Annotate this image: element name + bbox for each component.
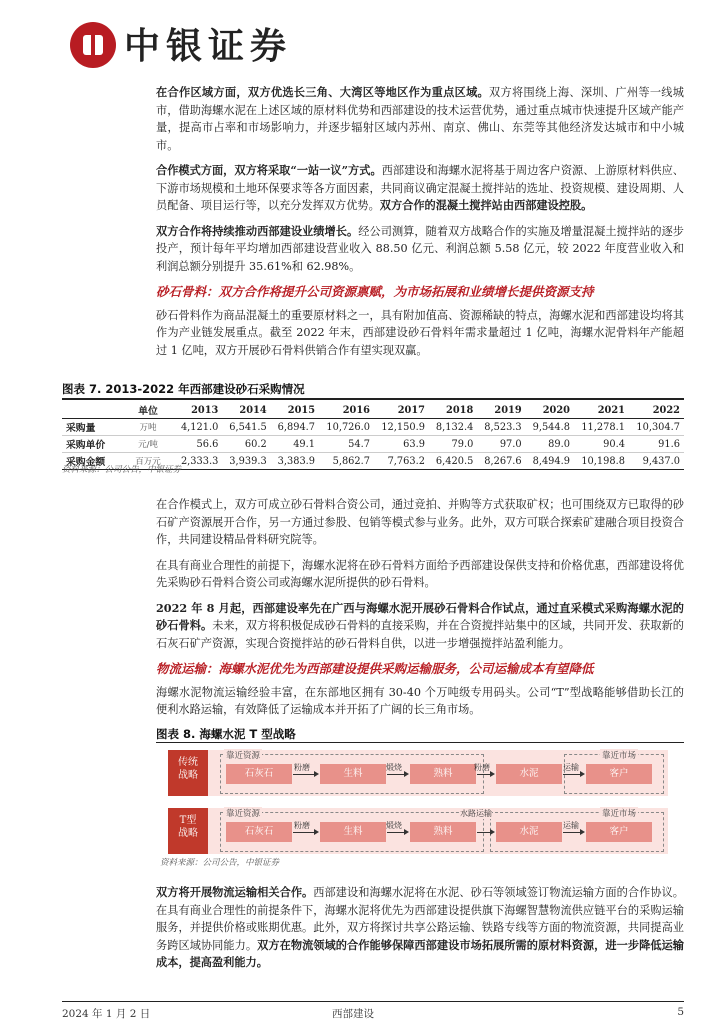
flow-arrow bbox=[477, 774, 491, 775]
row-label: 采购单价 bbox=[62, 436, 122, 453]
paragraph-jv bbox=[156, 496, 684, 549]
growth-text: 经公司测算，随着双方战略合作的实施及增量混凝土搅拌站的逐步投产，预计每年平均增加西部建设营业收入 88.50 亿元、利润总额 5.58 亿元，较 2022 年度营业收入和利润总额分别提升 35.61%和 62.98%。 bbox=[156, 224, 684, 273]
flow-arrow bbox=[387, 832, 405, 833]
traditional-label: 传统 战略 bbox=[168, 750, 208, 796]
table-cell: 12,150.9 bbox=[374, 419, 429, 436]
node-limestone: 石灰石 bbox=[226, 822, 292, 842]
table-header-row bbox=[62, 402, 684, 419]
flow-arrow bbox=[477, 832, 491, 833]
table-cell: 60.2 bbox=[222, 436, 270, 453]
flow-arrow bbox=[293, 774, 315, 775]
table-cell: 6,541.5 bbox=[222, 419, 270, 436]
table-cell: 8,267.6 bbox=[477, 453, 525, 470]
footer-company: 西部建设 bbox=[332, 1008, 374, 1020]
arrow-label: 煅烧 bbox=[386, 763, 402, 772]
flow-arrow bbox=[563, 832, 581, 833]
t-strategy-label: T型 战略 bbox=[168, 808, 208, 854]
pilot-lead: 2022 年 8 月起，西部建设率先在广西与海螺水泥开展砂石骨料合作试点，通过直采模式采购海螺水泥的砂石骨料。 bbox=[156, 600, 684, 632]
section-heading-logistics: 物流运输：海螺水泥优先为西部建设提供采购运输服务，公司运输成本有望降低 bbox=[156, 661, 594, 676]
year-header: 2013 bbox=[174, 402, 222, 419]
resource-group-label: 靠近资源 bbox=[226, 809, 261, 819]
table-cell: 10,304.7 bbox=[629, 419, 684, 436]
table-cell: 89.0 bbox=[526, 436, 574, 453]
logistics-conclusion: 双方在物流领域的合作能够保障西部建设市场拓展所需的原材料资源，进一步降低运输成本，提高盈利能力。 bbox=[156, 937, 684, 969]
node-clinker: 熟料 bbox=[410, 822, 476, 842]
table-cell: 10,726.0 bbox=[319, 419, 374, 436]
mode-lead: 合作模式方面，双方将采取“一站一议”方式。 bbox=[156, 163, 382, 177]
table-cell: 63.9 bbox=[374, 436, 429, 453]
purchase-table bbox=[62, 402, 684, 470]
node-limestone: 石灰石 bbox=[226, 764, 292, 784]
table-cell: 79.0 bbox=[429, 436, 477, 453]
table-row bbox=[62, 419, 684, 436]
figure7-rule bbox=[62, 398, 684, 400]
paragraph-region bbox=[156, 84, 684, 154]
table-cell: 9,544.8 bbox=[526, 419, 574, 436]
logistics-lead: 双方将开展物流运输相关合作。 bbox=[156, 885, 314, 899]
page-number: 5 bbox=[677, 1006, 684, 1018]
table-row bbox=[62, 436, 684, 453]
node-cement: 水泥 bbox=[496, 822, 562, 842]
brand-name: 中银证券 bbox=[124, 26, 293, 67]
arrow-label: 粉磨 bbox=[294, 821, 310, 830]
paragraph-growth bbox=[156, 223, 684, 276]
mode-conclusion: 双方合作的混凝土搅拌站由西部建设控股。 bbox=[379, 198, 593, 212]
paragraph-dock bbox=[156, 684, 684, 719]
body-text-top bbox=[156, 84, 684, 367]
flow-arrow bbox=[293, 832, 315, 833]
flow-arrow bbox=[563, 774, 581, 775]
arrow-label: 运输 bbox=[563, 763, 579, 772]
table-cell: 4,121.0 bbox=[174, 419, 222, 436]
year-header: 2020 bbox=[526, 402, 574, 419]
row-unit: 万吨 bbox=[122, 419, 174, 436]
paragraph-mode bbox=[156, 162, 684, 215]
table-cell: 7,763.2 bbox=[374, 453, 429, 470]
row-label: 采购金额 bbox=[62, 453, 122, 470]
figure8-rule bbox=[156, 742, 684, 743]
table-cell: 3,939.3 bbox=[222, 453, 270, 470]
table-cell: 5,862.7 bbox=[319, 453, 374, 470]
node-raw-meal: 生料 bbox=[320, 822, 386, 842]
figure8-title: 图表 8. 海螺水泥 T 型战略 bbox=[156, 727, 296, 741]
table-cell: 56.6 bbox=[174, 436, 222, 453]
row-unit: 元/吨 bbox=[122, 436, 174, 453]
row-label: 采购量 bbox=[62, 419, 122, 436]
aggregate-text: 砂石骨料作为商品混凝土的重要原材料之一，具有附加值高、资源稀缺的特点，海螺水泥和西部建设均将其作为产业链发展重点。截至 2022 年末，西部建设砂石骨料年需求量超过 1 亿吨，海螺水泥骨料年产能超过 1 亿吨，双方开展砂石骨料供销合作有望实现双赢。 bbox=[156, 308, 684, 357]
paragraph-priority bbox=[156, 557, 684, 592]
market-group-label: 靠近市场 bbox=[602, 809, 637, 819]
table-cell: 6,420.5 bbox=[429, 453, 477, 470]
mode-text: 西部建设和海螺水泥将基于周边客户资源、上游原材料供应、下游市场规模和土地环保要求等各方面因素，共同商议确定混凝土搅拌站的选址、投资规模、建设周期、人员配备、项目运行等，以充分发挥双方优势。 bbox=[156, 164, 684, 212]
growth-lead: 双方合作将持续推动西部建设业绩增长。 bbox=[156, 223, 359, 238]
node-customer: 客户 bbox=[586, 764, 652, 784]
year-header: 2019 bbox=[477, 402, 525, 419]
paragraph-pilot bbox=[156, 600, 684, 653]
table-cell: 3,383.9 bbox=[271, 453, 319, 470]
flow-arrow bbox=[387, 774, 405, 775]
t-strategy-diagram bbox=[160, 750, 684, 862]
figure8-source: 资料来源：公司公告，中银证券 bbox=[160, 858, 280, 868]
year-header: 2016 bbox=[319, 402, 374, 419]
arrow-label: 粉磨 bbox=[474, 763, 490, 772]
logistics-text: 西部建设和海螺水泥将在水泥、砂石等领域签订物流运输方面的合作协议。在具有商业合理性的前提条件下，海螺水泥将优先为西部建设提供旗下海螺智慧物流供应链平台的采购运输服务，并提供价格或账期优惠。此外，双方将探讨共享公路运输、铁路专线等方面的物流资源，共同提高业务跨区域协同能力。 bbox=[156, 886, 684, 952]
market-group-label: 靠近市场 bbox=[602, 751, 637, 761]
year-header: 2014 bbox=[222, 402, 270, 419]
region-text: 双方将围绕上海、深圳、广州等一线城市，借助海螺水泥在上述区域的原材料优势和西部建设的技术运营优势，通过重点城市快速提升区域产能产量，提高市占率和市场影响力，并逐步辐射区域内苏州、南京、佛山、东莞等其他经济发达城市和中小城市。 bbox=[156, 86, 684, 152]
node-customer: 客户 bbox=[586, 822, 652, 842]
table-cell: 97.0 bbox=[477, 436, 525, 453]
footer-rule bbox=[62, 1001, 684, 1002]
arrow-label: 煅烧 bbox=[386, 821, 402, 830]
row-unit: 百万元 bbox=[122, 453, 174, 470]
table-cell: 8,132.4 bbox=[429, 419, 477, 436]
arrow-label: 运输 bbox=[563, 821, 579, 830]
resource-group-label: 靠近资源 bbox=[226, 751, 261, 761]
year-header: 2018 bbox=[429, 402, 477, 419]
dock-text: 海螺水泥物流运输经验丰富，在东部地区拥有 30-40 个万吨级专用码头。公司“T”型战略能够借助长江的便利水路运输，有效降低了运输成本并开拓了广阔的长三角市场。 bbox=[156, 685, 684, 716]
section-heading-aggregate: 砂石骨料：双方合作将提升公司资源禀赋，为市场拓展和业绩增长提供资源支持 bbox=[156, 284, 594, 299]
table-cell: 10,198.8 bbox=[574, 453, 629, 470]
figure7-source: 资料来源：公司公告，中银证券 bbox=[62, 465, 182, 475]
body-text-middle bbox=[156, 496, 684, 727]
table-cell: 6,894.7 bbox=[271, 419, 319, 436]
footer-date: 2024 年 1 月 2 日 bbox=[62, 1008, 151, 1020]
table-cell: 91.6 bbox=[629, 436, 684, 453]
figure7-title: 图表 7. 2013-2022 年西部建设砂石采购情况 bbox=[62, 382, 305, 396]
table-cell: 49.1 bbox=[271, 436, 319, 453]
pilot-text: 未来，双方将积极促成砂石骨料的直接采购，并在合资搅拌站集中的区域，共同开发、获取新的石灰石矿产资源，实现合资搅拌站的砂石骨料自供，以进一步增强搅拌站盈利能力。 bbox=[156, 619, 684, 650]
node-clinker: 熟料 bbox=[410, 764, 476, 784]
jv-text: 在合作模式上，双方可成立砂石骨料合资公司，通过竞拍、并购等方式获取矿权；也可围绕双方已取得的砂石矿产资源展开合作，另一方通过参股、包销等模式参与业务。此外，双方可联合探索矿建融合项目投资合作，共同建设精品骨料研究院等。 bbox=[156, 498, 684, 546]
year-header: 2015 bbox=[271, 402, 319, 419]
table-cell: 90.4 bbox=[574, 436, 629, 453]
table-cell: 8,494.9 bbox=[526, 453, 574, 470]
node-raw-meal: 生料 bbox=[320, 764, 386, 784]
table-cell: 2,333.3 bbox=[174, 453, 222, 470]
table-cell: 11,278.1 bbox=[574, 419, 629, 436]
table-cell: 54.7 bbox=[319, 436, 374, 453]
body-text-bottom bbox=[156, 884, 684, 980]
table-cell: 9,437.0 bbox=[629, 453, 684, 470]
year-header: 2017 bbox=[374, 402, 429, 419]
region-lead: 在合作区域方面，双方优选长三角、大湾区等地区作为重点区域。 bbox=[156, 85, 490, 99]
node-cement: 水泥 bbox=[496, 764, 562, 784]
priority-text: 在具有商业合理性的前提下，海螺水泥将在砂石骨料方面给予西部建设保供支持和价格优惠，西部建设将优先采购砂石骨料合资公司或海螺水泥所提供的砂石骨料。 bbox=[156, 558, 684, 589]
boc-logo-icon bbox=[70, 22, 116, 68]
paragraph-aggregate bbox=[156, 307, 684, 360]
unit-header: 单位 bbox=[122, 402, 174, 419]
table-cell: 8,523.3 bbox=[477, 419, 525, 436]
year-header: 2022 bbox=[629, 402, 684, 419]
arrow-label-waterway: 水路运输 bbox=[460, 809, 492, 818]
arrow-label: 粉磨 bbox=[294, 763, 310, 772]
paragraph-logistics bbox=[156, 884, 684, 972]
year-header: 2021 bbox=[574, 402, 629, 419]
